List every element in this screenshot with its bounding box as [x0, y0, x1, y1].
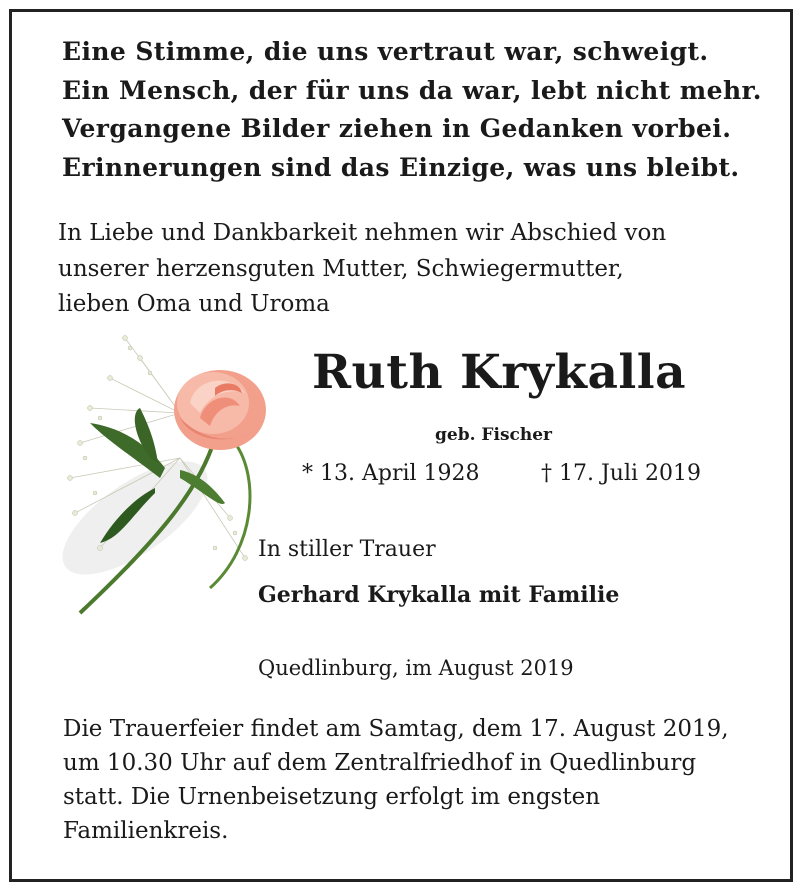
poem-line: Vergangene Bilder ziehen in Gedanken vorbei. — [62, 114, 732, 143]
farewell-intro — [58, 216, 666, 323]
death-date: † 17. Juli 2019 — [541, 461, 702, 486]
poem-line: Eine Stimme, die uns vertraut war, schweigt. — [62, 37, 709, 66]
birth-date: * 13. April 1928 — [302, 461, 480, 486]
place-and-date: Quedlinburg, im August 2019 — [258, 656, 574, 680]
rose-illustration — [30, 318, 300, 623]
service-line: statt. Die Urnenbeisetzung erfolgt im engsten — [63, 784, 601, 810]
mourning-family: Gerhard Krykalla mit Familie — [258, 582, 620, 608]
maiden-name: geb. Fischer — [435, 425, 553, 445]
intro-line: unserer herzensguten Mutter, Schwiegermutter, — [58, 255, 624, 282]
intro-line: In Liebe und Dankbarkeit nehmen wir Abschied von — [58, 220, 667, 246]
service-line: Familienkreis. — [63, 818, 229, 844]
deceased-name: Ruth Krykalla — [312, 345, 687, 400]
poem-line: Ein Mensch, der für uns da war, lebt nicht mehr. — [62, 75, 762, 105]
memorial-poem — [62, 33, 762, 187]
funeral-service-info — [63, 712, 729, 848]
mourning-phrase: In stiller Trauer — [258, 537, 436, 562]
poem-line: Erinnerungen sind das Einzige, was uns bleibt. — [62, 152, 740, 182]
service-line: Die Trauerfeier findet am Samtag, dem 17. August 2019, — [63, 716, 729, 742]
rose-bloom — [174, 370, 266, 450]
intro-line: lieben Oma und Uroma — [58, 291, 330, 317]
service-line: um 10.30 Uhr auf dem Zentralfriedhof in Quedlinburg — [63, 750, 697, 776]
